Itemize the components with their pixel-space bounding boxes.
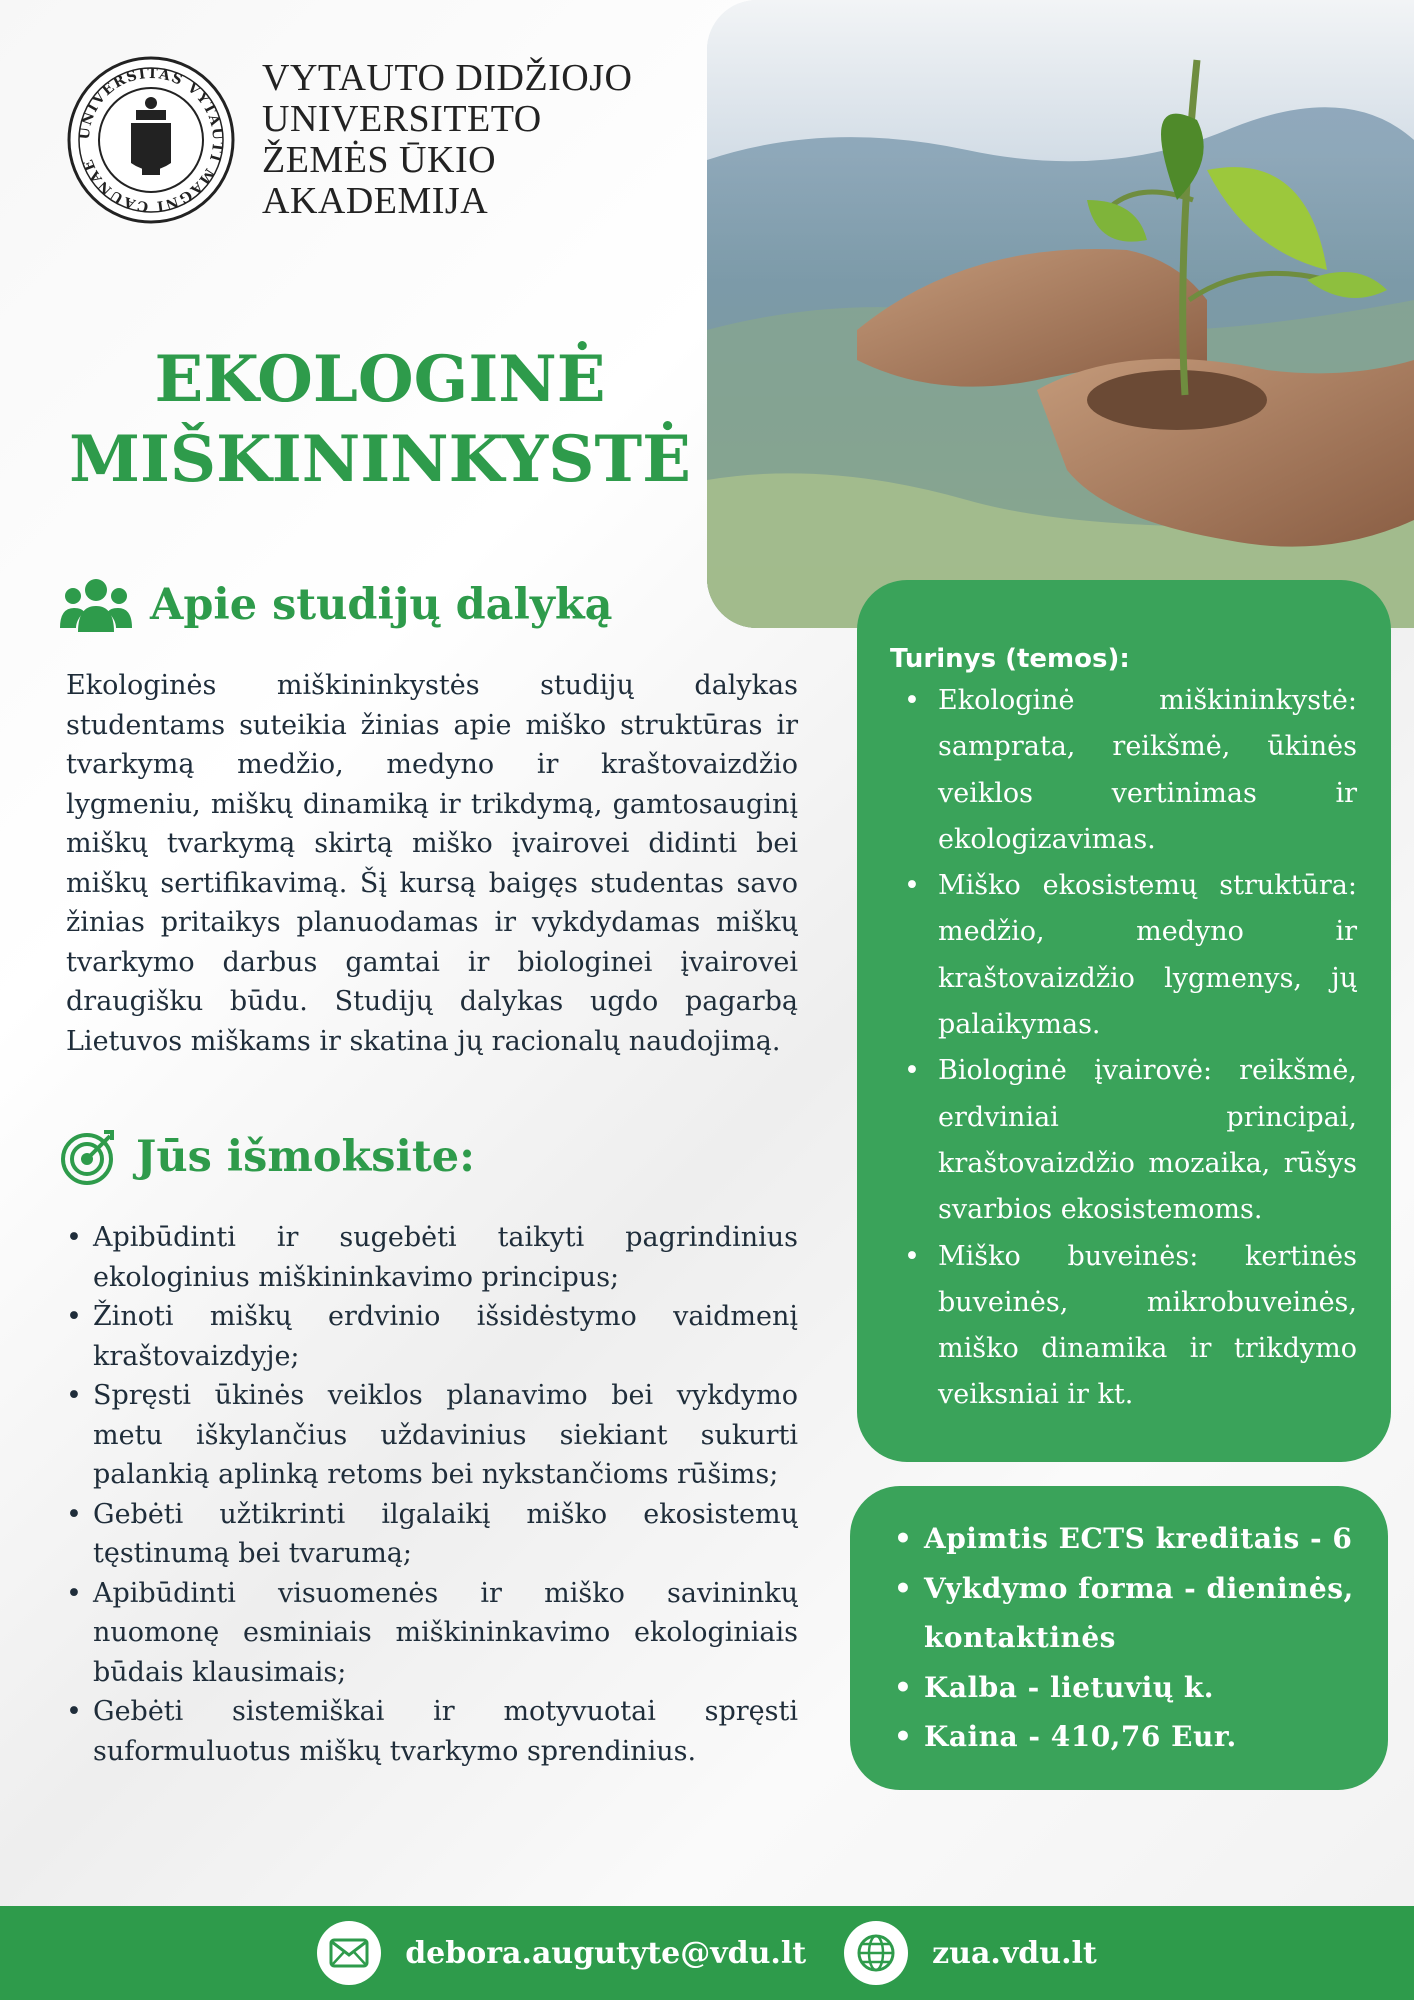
university-name bbox=[262, 57, 633, 222]
globe-icon bbox=[844, 1921, 908, 1985]
list-item: • Kalba - lietuvių k. bbox=[890, 1663, 1358, 1713]
list-item: • Apibūdinti ir sugebėti taikyti pagrindinius ekologinius miškininkavimo principus; bbox=[66, 1218, 798, 1297]
hero-photo bbox=[707, 0, 1414, 628]
university-name-line: AKADEMIJA bbox=[262, 180, 489, 222]
university-name-line: ŽEMĖS ŪKIO bbox=[262, 139, 497, 181]
page-title bbox=[60, 340, 700, 500]
topics-box bbox=[857, 580, 1391, 1462]
course-info-box bbox=[850, 1486, 1388, 1790]
topics-title: Turinys (temos): bbox=[890, 644, 1130, 674]
title-line-1: EKOLOGINĖ bbox=[154, 342, 606, 417]
users-icon bbox=[60, 576, 132, 634]
seal-text: UNIVERSITAS VYTAUTI MAGNI CAUNAE bbox=[76, 65, 226, 215]
list-item: • Gebėti sistemiškai ir motyvuotai spręsti suformuluotus miškų tvarkymo sprendinius. bbox=[66, 1692, 798, 1771]
list-item: • Miško ekosistemų struktūra: medžio, medyno ir kraštovaizdžio lygmenys, jų palaikymas. bbox=[890, 863, 1357, 1048]
list-item: • Kaina - 410,76 Eur. bbox=[890, 1712, 1358, 1762]
course-info-list bbox=[890, 1514, 1358, 1762]
footer-email[interactable] bbox=[317, 1921, 806, 1985]
footer-website[interactable] bbox=[844, 1921, 1097, 1985]
footer bbox=[0, 1906, 1414, 2000]
list-item: • Apimtis ECTS kreditais - 6 bbox=[890, 1514, 1358, 1564]
title-line-2: MIŠKININKYSTĖ bbox=[69, 422, 691, 497]
learn-heading-text: Jūs išmoksite: bbox=[136, 1132, 475, 1182]
list-item: • Žinoti miškų erdvinio išsidėstymo vaidmenį kraštovaizdyje; bbox=[66, 1297, 798, 1376]
list-item: • Spręsti ūkinės veiklos planavimo bei vykdymo metu iškylančius uždavinius siekiant sukurti palankią aplinką retoms bei nykstančioms rūšims; bbox=[66, 1376, 798, 1495]
learn-heading bbox=[60, 1128, 475, 1186]
envelope-icon bbox=[317, 1921, 381, 1985]
list-item: • Vykdymo forma - dieninės, kontaktinės bbox=[890, 1564, 1358, 1663]
list-item: • Gebėti užtikrinti ilgalaikį miško ekosistemų tęstinumą bei tvarumą; bbox=[66, 1495, 798, 1574]
about-heading-text: Apie studijų dalyką bbox=[150, 580, 613, 630]
website-link[interactable]: zua.vdu.lt bbox=[932, 1935, 1097, 1971]
about-heading bbox=[60, 576, 613, 634]
list-item: • Miško buveinės: kertinės buveinės, mikrobuveinės, miško dinamika ir trikdymo veiksniai ir kt. bbox=[890, 1234, 1357, 1419]
target-icon bbox=[60, 1128, 118, 1186]
topics-list bbox=[890, 678, 1357, 1419]
about-text: Ekologinės miškininkystės studijų dalykas studentams suteikia žinias apie miško struktūras ir tvarkymą medžio, medyno ir kraštovaizdžio lygmeniu, miškų dinamiką ir trikdymą, gamtosauginį miškų tvarkymą skirtą miško įvairovei didinti bei miškų sertifikavimą. Šį kursą baigęs studentas savo žinias pritaikys planuodamas ir vykdydamas miškų tvarkymo darbus gamtai ir biologinei įvairovei draugišku būdu. Studijų dalykas ugdo pagarbą Lietuvos miškams ir skatina jų racionalų naudojimą. bbox=[66, 670, 798, 1057]
list-item: • Apibūdinti visuomenės ir miško savininkų nuomonę esminiais miškininkavimo ekologiniais būdais klausimais; bbox=[66, 1574, 798, 1693]
university-name-line: VYTAUTO DIDŽIOJO bbox=[262, 57, 633, 99]
list-item: • Ekologinė miškininkystė: samprata, reikšmė, ūkinės veiklos vertinimas ir ekologizavimas. bbox=[890, 678, 1357, 863]
university-name-line: UNIVERSITETO bbox=[262, 98, 542, 140]
learn-list bbox=[66, 1218, 798, 1771]
list-item: • Biologinė įvairovė: reikšmė, erdviniai principai, kraštovaizdžio mozaika, rūšys svarbios ekosistemoms. bbox=[890, 1048, 1357, 1233]
university-seal-icon bbox=[66, 55, 236, 225]
email-link[interactable]: debora.augutyte@vdu.lt bbox=[405, 1935, 807, 1971]
seedling-hands-photo bbox=[707, 0, 1414, 628]
